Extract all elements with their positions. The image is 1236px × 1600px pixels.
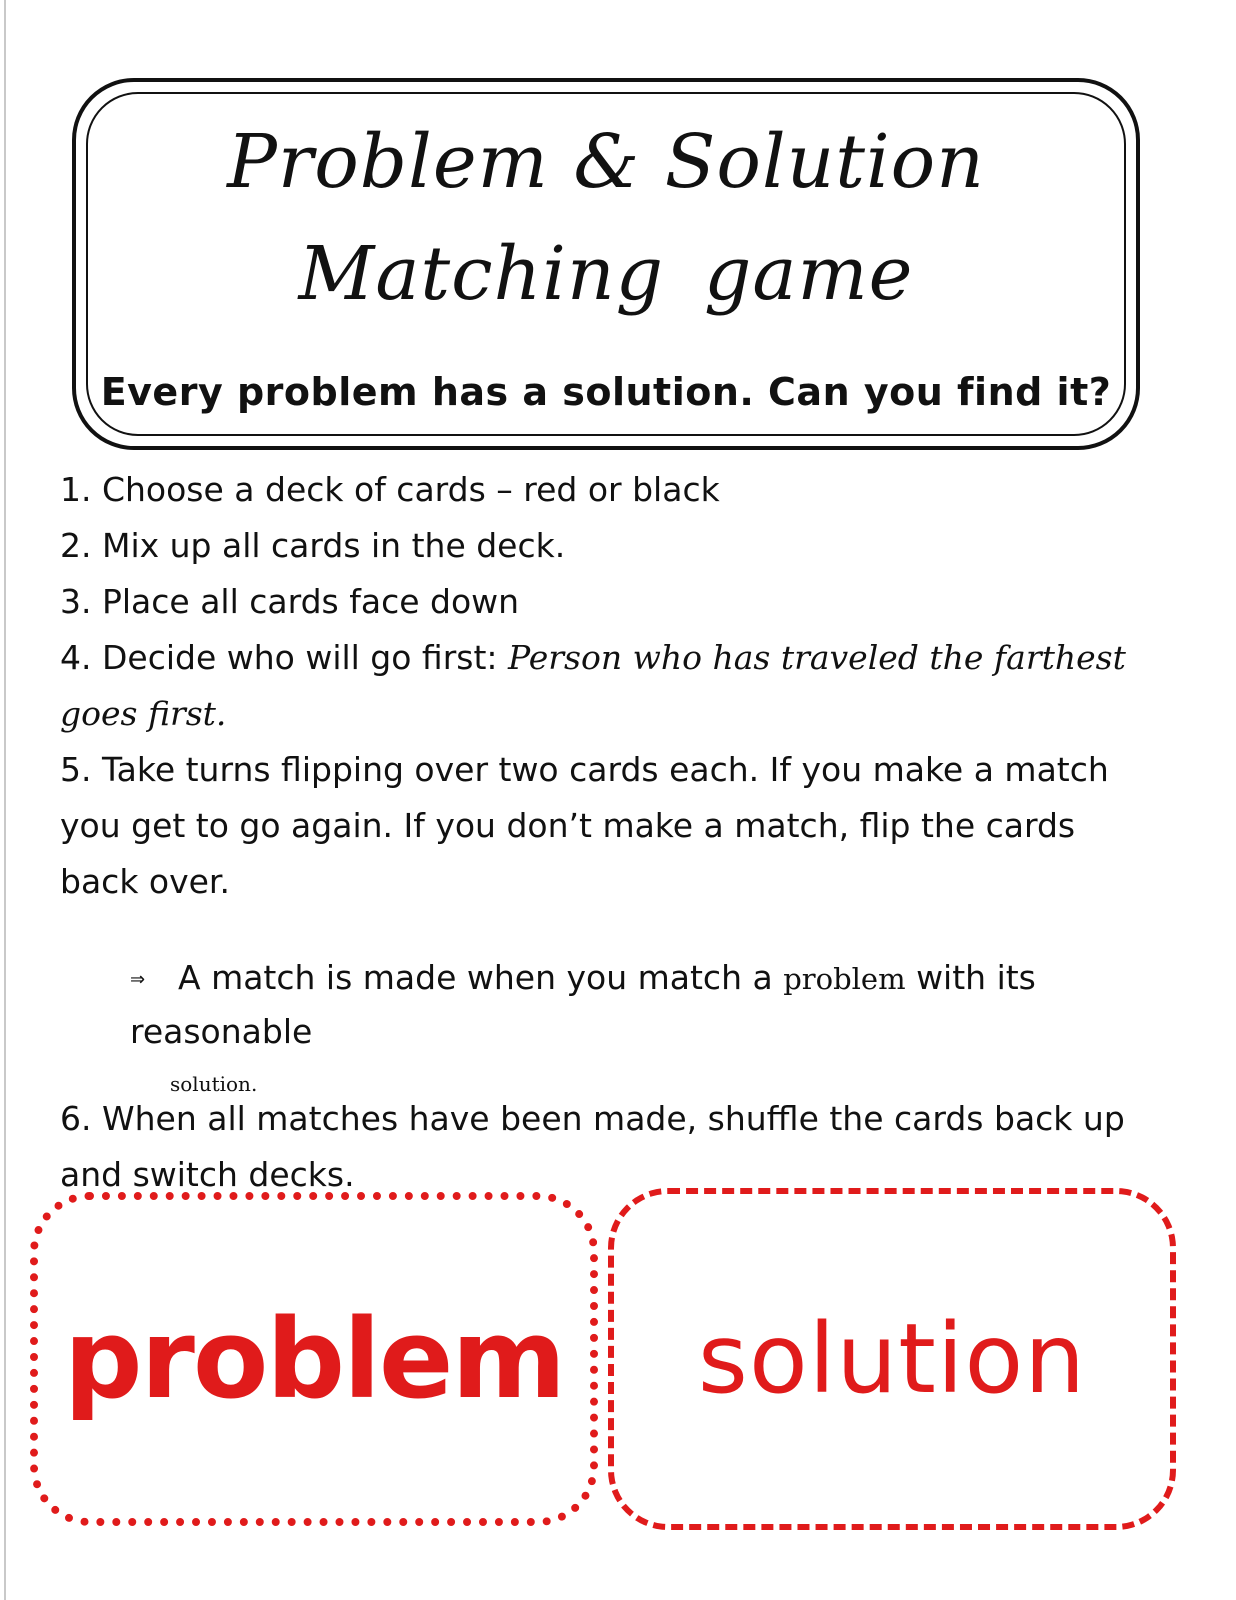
right-arrow-icon: ⇒ (130, 968, 146, 990)
problem-card-label: problem (63, 1295, 565, 1423)
match-note-text-b: with its reasonable (130, 958, 1036, 1051)
problem-card (30, 1192, 598, 1526)
match-note-solution: solution. (170, 1071, 258, 1096)
title-word-matching: Matching (298, 231, 664, 317)
step-1: 1. Choose a deck of cards – red or black (60, 470, 720, 509)
page-subtitle: Every problem has a solution. Can you find it? (100, 370, 1112, 414)
step-6: 6. When all matches have been made, shuffle the cards back up and switch decks. (60, 1099, 1125, 1194)
step-3: 3. Place all cards face down (60, 582, 520, 621)
match-note-problem: problem (783, 962, 906, 996)
step-4-lead: 4. Decide who will go first: (60, 638, 509, 677)
title-banner (72, 78, 1140, 450)
step-4-emphasis: Person who has traveled the farthest (508, 638, 1126, 677)
solution-card (608, 1188, 1176, 1530)
page-title-line-1: Problem & Solution (227, 119, 985, 205)
step-5: 5. Take turns flipping over two cards each. If you make a match you get to go again. If you don’t make a match, flip the cards back over. (60, 750, 1109, 901)
match-note (130, 952, 1170, 1110)
step-2: 2. Mix up all cards in the deck. (60, 526, 566, 565)
step-4-emphasis-continued: goes first. (60, 694, 227, 733)
match-note-text-a: A match is made when you match a (178, 958, 784, 997)
page-title-line-2 (76, 231, 1136, 317)
title-word-game: game (703, 231, 914, 317)
solution-card-label: solution (697, 1303, 1087, 1415)
page-edge-rule (4, 0, 6, 1600)
instructions-list (60, 462, 1160, 910)
step-4 (60, 630, 1160, 742)
